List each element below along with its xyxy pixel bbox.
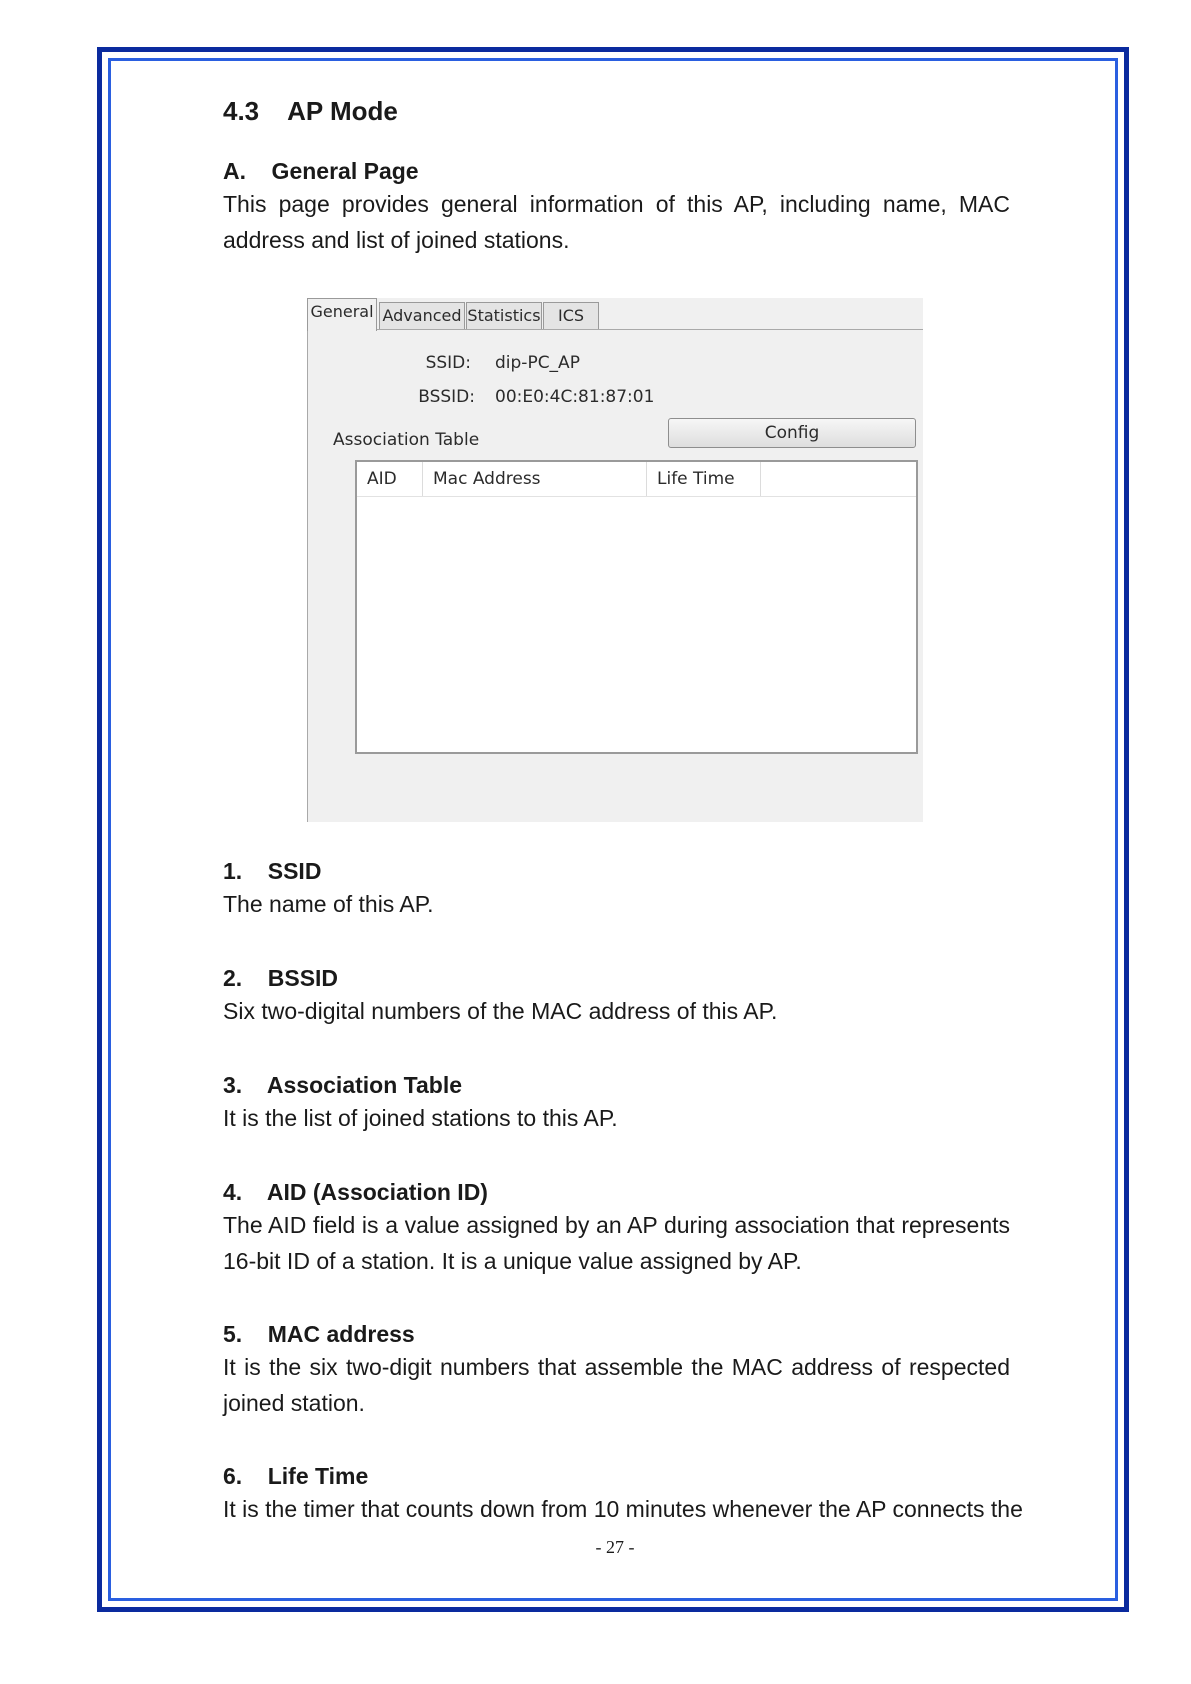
bssid-label: BSSID:: [418, 387, 475, 407]
config-button[interactable]: Config: [668, 418, 916, 448]
section-title: 4.3 AP Mode: [223, 96, 398, 126]
association-table-header: [357, 462, 916, 497]
ssid-value: dip-PC_AP: [495, 353, 580, 373]
tab-general[interactable]: General: [307, 298, 377, 331]
item-2-heading: 2. BSSID: [223, 965, 339, 991]
tab-baseline: [307, 329, 923, 330]
column-aid[interactable]: AID: [357, 462, 423, 496]
item-4-heading: 4. AID (Association ID): [223, 1179, 488, 1205]
item-3-text: It is the list of joined stations to this AP.: [223, 1105, 618, 1131]
bssid-value: 00:E0:4C:81:87:01: [495, 387, 655, 407]
tab-strip: [307, 298, 923, 330]
item-2-text: Six two-digital numbers of the MAC address of this AP.: [223, 998, 778, 1024]
association-table-label: Association Table: [333, 430, 480, 450]
column-mac-address[interactable]: Mac Address: [423, 462, 647, 496]
page-number: - 27 -: [595, 1537, 635, 1557]
tab-ics[interactable]: ICS: [543, 302, 599, 329]
general-page-description: This page provides general information of this AP, including name, MAC address and list of joined stations.: [223, 191, 1010, 253]
general-page-heading: A. General Page: [223, 158, 419, 184]
item-5-text: It is the six two-digit numbers that assemble the MAC address of respected joined station.: [223, 1354, 1010, 1416]
item-6-text: It is the timer that counts down from 10 minutes whenever the AP connects the: [223, 1496, 1023, 1522]
item-1-heading: 1. SSID: [223, 858, 322, 884]
ap-general-dialog-screenshot: [307, 298, 923, 822]
item-1-text: The name of this AP.: [223, 891, 434, 917]
item-5-heading: 5. MAC address: [223, 1321, 415, 1347]
tab-advanced[interactable]: Advanced: [379, 302, 465, 329]
item-3-heading: 3. Association Table: [223, 1072, 463, 1098]
column-life-time[interactable]: Life Time: [647, 462, 761, 496]
association-table[interactable]: [355, 460, 918, 754]
item-6-heading: 6. Life Time: [223, 1463, 369, 1489]
dialog-edge: [307, 298, 308, 822]
item-4-text: The AID field is a value assigned by an AP during association that represents 16-bit ID of a station. It is a unique value assigned by AP.: [223, 1212, 1010, 1274]
tab-statistics[interactable]: Statistics: [466, 302, 542, 329]
ssid-label: SSID:: [425, 353, 471, 373]
